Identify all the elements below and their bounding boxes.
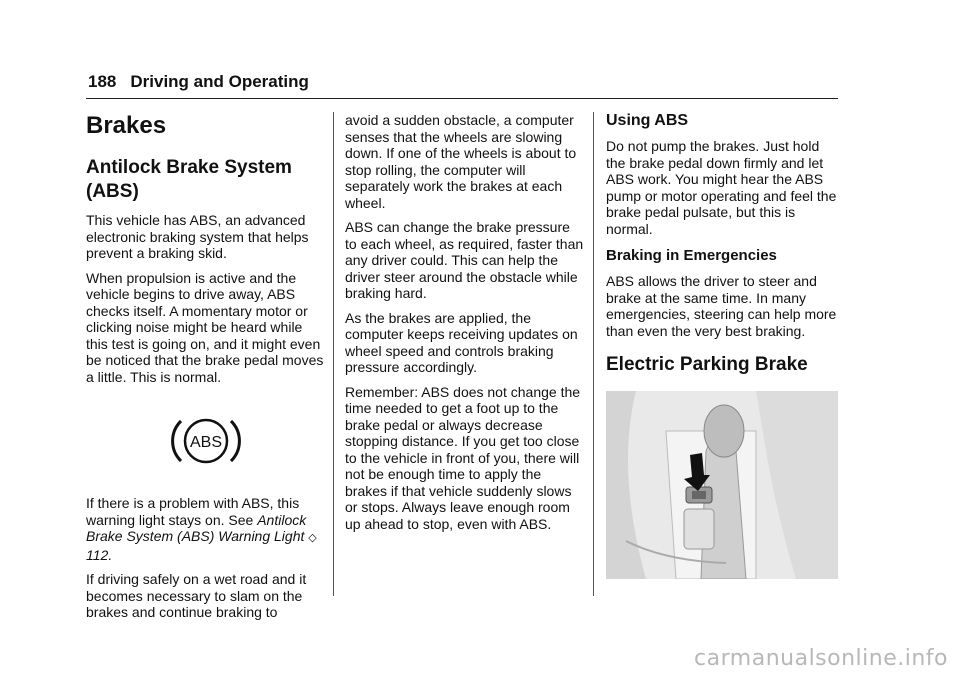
column-divider: [593, 112, 594, 596]
section-title: Driving and Operating: [130, 72, 309, 91]
paragraph: Remember: ABS does not change the time needed to get a foot up to the brake pedal or always decrease stopping distance. If you get too close to the vehicle in front of you, there will not be enough time to apply the brakes if that vehicle suddenly slows or stops. Always leave enough room up ahead to stop, even with ABS.: [345, 383, 581, 532]
page-header: [88, 72, 309, 92]
cross-reference-link[interactable]: Antilock Brake System (ABS) Warning Light: [86, 511, 307, 544]
page-ref-icon: ◇: [308, 532, 317, 544]
page-title: Brakes: [86, 112, 167, 139]
header-rule: [86, 98, 838, 99]
text: If there is a problem with ABS, this warning light stays on. See: [86, 495, 300, 528]
paragraph: If driving safely on a wet road and it becomes necessary to slam on the brakes and continue braking to: [86, 571, 307, 620]
paragraph: [86, 495, 326, 563]
abs-heading: Antilock Brake System (ABS): [86, 157, 292, 202]
paragraph: Do not pump the brakes. Just hold the brake pedal down firmly and let ABS work. You might hear the ABS pump or motor operating and feel the brake pedal pulsate, but this is normal.: [606, 138, 837, 237]
column-3: [606, 112, 838, 579]
parking-brake-heading: Electric Parking Brake: [606, 354, 808, 375]
column-1: [86, 112, 326, 629]
column-2: [345, 112, 585, 540]
page-number: 188: [88, 72, 117, 91]
parking-brake-photo: [606, 391, 838, 579]
paragraph: As the brakes are applied, the computer keeps receiving updates on wheel speed and controls braking pressure accordingly.: [345, 309, 578, 375]
abs-icon-label: ABS: [189, 434, 223, 451]
using-abs-heading: Using ABS: [606, 112, 689, 129]
paragraph: This vehicle has ABS, an advanced electronic braking system that helps prevent a braking skid.: [86, 212, 309, 261]
paragraph: ABS can change the brake pressure to each wheel, as required, faster than any driver could. This can help the driver steer around the obstacle while braking hard.: [345, 219, 584, 301]
watermark: carmanualsonline.info: [694, 646, 948, 671]
abs-warning-icon: [171, 413, 241, 469]
paragraph: ABS allows the driver to steer and brake at the same time. In many emergencies, steering can help more than even the very best braking.: [606, 273, 837, 339]
page-ref: 112.: [86, 546, 113, 563]
column-divider: [333, 112, 334, 596]
paragraph: When propulsion is active and the vehicle begins to drive away, ABS checks itself. A momentary motor or clicking noise might be heard while this test is going on, and it might even be noticed that the brake pedal moves a little. This is normal.: [86, 269, 324, 385]
braking-emergencies-heading: Braking in Emergencies: [606, 247, 777, 264]
paragraph: avoid a sudden obstacle, a computer senses that the wheels are slowing down. If one of the wheels is about to stop rolling, the computer will separately work the brakes at each wheel.: [345, 112, 577, 211]
